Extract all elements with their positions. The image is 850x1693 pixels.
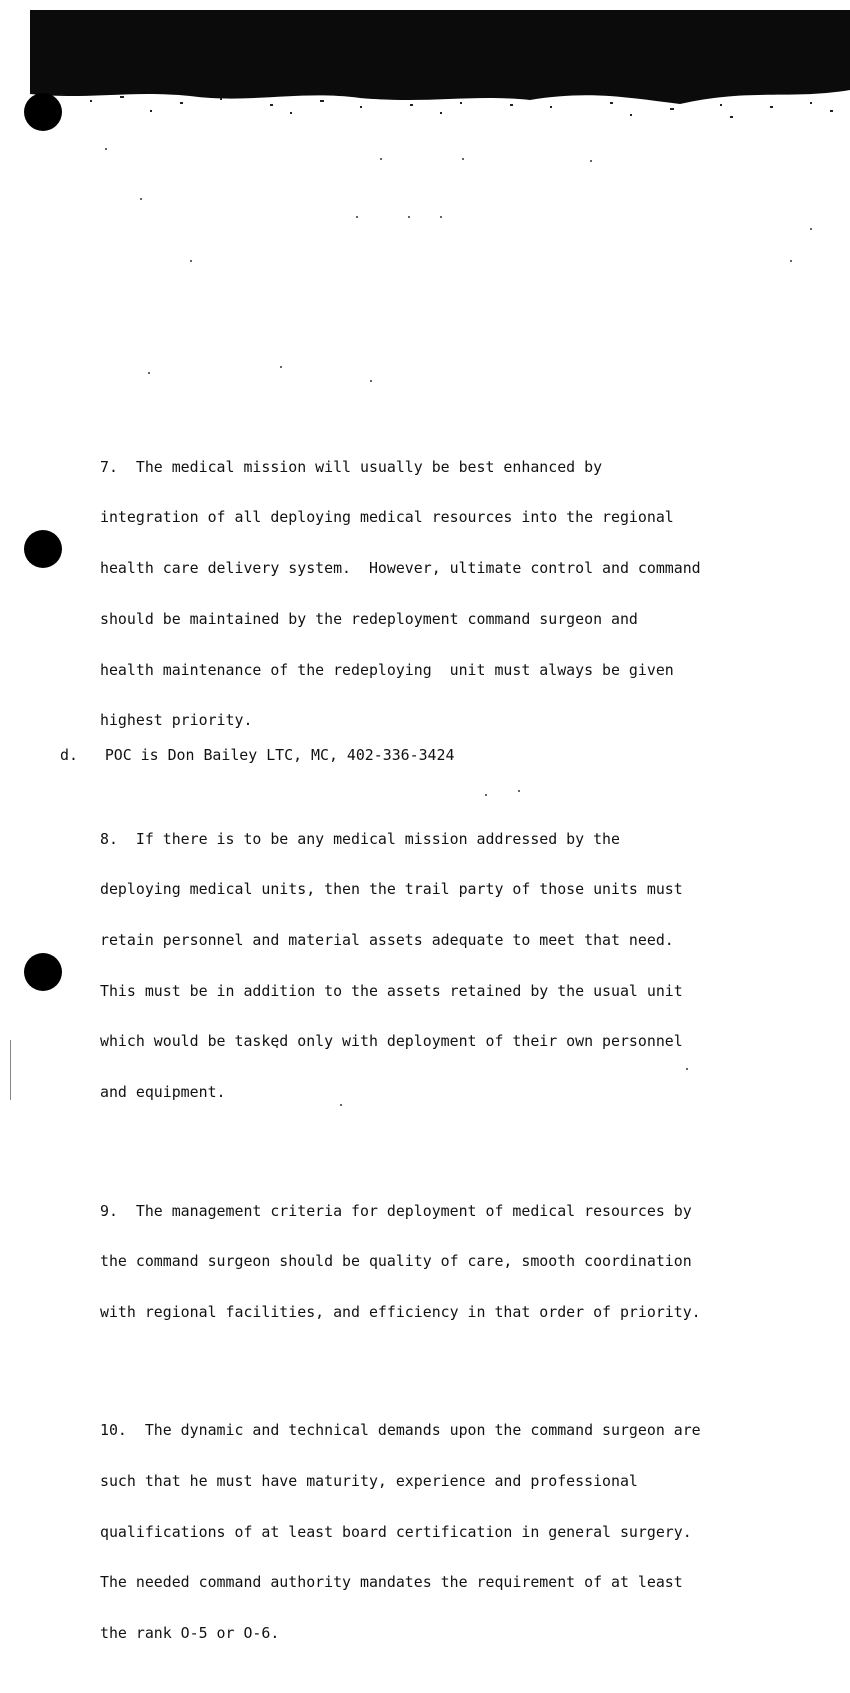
text-line: with regional facilities, and efficiency in that order of priority.	[100, 1302, 701, 1321]
scan-speck	[590, 160, 592, 162]
punch-hole-bottom	[24, 953, 62, 991]
scan-speck	[105, 148, 107, 150]
text-line: the rank O-5 or O-6.	[100, 1624, 280, 1643]
punch-hole-top	[24, 93, 62, 131]
scan-speck	[810, 228, 812, 230]
paragraph-7	[100, 425, 790, 763]
text-line: 10. The dynamic and technical demands upon the command surgeon are	[100, 1421, 701, 1440]
text-line: which would be tasked only with deployment of their own personnel	[100, 1032, 683, 1051]
scan-speck	[440, 216, 442, 218]
scan-speck	[190, 260, 192, 262]
scan-speck	[140, 198, 142, 200]
scan-speck	[148, 372, 150, 374]
scan-speck	[280, 366, 282, 368]
paragraph-8	[100, 797, 790, 1135]
text-line: deploying medical units, then the trail party of those units must	[100, 880, 683, 899]
scan-speck	[356, 216, 358, 218]
scan-speck	[380, 158, 382, 160]
memo-body	[100, 391, 790, 1693]
text-line: integration of all deploying medical resources into the regional	[100, 508, 674, 527]
paragraph-9	[100, 1169, 790, 1355]
text-line: 8. If there is to be any medical mission addressed by the	[100, 829, 620, 848]
text-line: qualifications of at least board certification in general surgery.	[100, 1522, 692, 1541]
text-line: This must be in addition to the assets retained by the usual unit	[100, 981, 683, 1000]
text-line: highest priority.	[100, 711, 253, 730]
text-line: should be maintained by the redeployment command surgeon and	[100, 609, 638, 628]
text-line: the command surgeon should be quality of care, smooth coordination	[100, 1252, 692, 1271]
punch-hole-middle	[24, 530, 62, 568]
scan-speck	[462, 158, 464, 160]
text-line: and equipment.	[100, 1083, 226, 1102]
scan-speck	[408, 216, 410, 218]
text-line: 7. The medical mission will usually be best enhanced by	[100, 457, 603, 476]
text-line: such that he must have maturity, experience and professional	[100, 1472, 638, 1490]
paragraph-10	[100, 1388, 790, 1675]
text-line: retain personnel and material assets adequate to meet that need.	[100, 931, 674, 949]
scan-speck	[790, 260, 792, 262]
text-line: health care delivery system. However, ultimate control and command	[100, 559, 701, 578]
text-line: 9. The management criteria for deployment of medical resources by	[100, 1201, 692, 1220]
scan-speck	[370, 380, 372, 382]
scan-edge-line	[10, 1040, 11, 1100]
text-line: health maintenance of the redeploying unit must always be given	[100, 660, 674, 679]
poc-line: d. POC is Don Bailey LTC, MC, 402-336-3424	[60, 746, 455, 764]
scan-top-dark-band	[30, 10, 850, 72]
text-line: The needed command authority mandates the requirement of at least	[100, 1573, 683, 1592]
